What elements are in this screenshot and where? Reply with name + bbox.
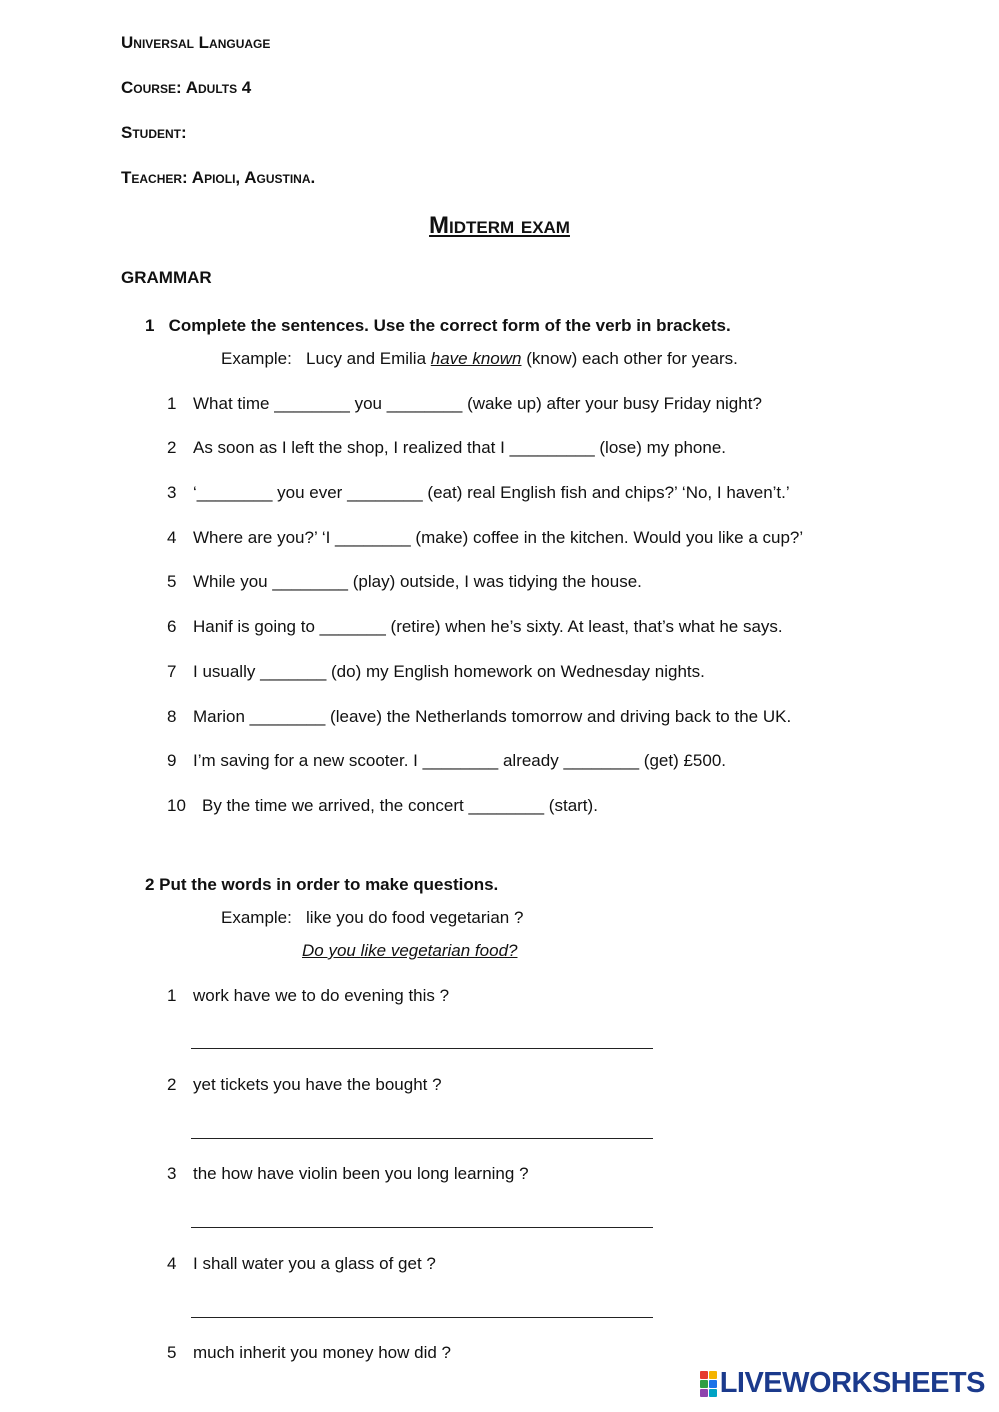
course-label: Course: Adults 4 — [121, 78, 252, 97]
item-number: 3 — [167, 1164, 177, 1183]
item-number: 4 — [167, 1254, 177, 1273]
exercise1-item[interactable] — [167, 707, 791, 727]
exercise2-item — [167, 1254, 436, 1274]
liveworksheets-logo — [700, 1367, 985, 1400]
item-number: 6 — [167, 617, 177, 636]
answer-line[interactable] — [191, 1227, 653, 1228]
example-prefix: Example: Lucy and Emilia — [221, 349, 431, 368]
item-number: 8 — [167, 707, 177, 726]
exercise1-item[interactable] — [167, 662, 705, 682]
exercise1-item[interactable] — [167, 796, 598, 816]
exercise2-item — [167, 986, 449, 1006]
student-label: Student: — [121, 123, 187, 142]
logo-icon-tile — [700, 1380, 708, 1388]
teacher-label: Teacher: Apioli, Agustina. — [121, 168, 316, 187]
item-text: By the time we arrived, the concert ________ (start). — [202, 796, 598, 815]
item-text: ‘________ you ever ________ (eat) real English fish and chips?’ ‘No, I haven’t.’ — [193, 483, 790, 502]
page-title: Midterm exam — [429, 212, 570, 239]
logo-icon-tile — [700, 1371, 708, 1379]
exercise1-item[interactable] — [167, 751, 726, 771]
exercise1-item[interactable] — [167, 617, 783, 637]
logo-icon-tile — [700, 1389, 708, 1397]
item-text: I shall water you a glass of get ? — [193, 1254, 436, 1273]
logo-icon-tile — [709, 1380, 717, 1388]
item-text: Where are you?’ ‘I ________ (make) coffee in the kitchen. Would you like a cup?’ — [193, 528, 804, 547]
answer-line[interactable] — [191, 1138, 653, 1139]
logo-icon — [700, 1371, 717, 1397]
item-text: What time ________ you ________ (wake up) after your busy Friday night? — [193, 394, 762, 413]
item-text: I’m saving for a new scooter. I ________ already ________ (get) £500. — [193, 751, 727, 770]
item-number: 9 — [167, 751, 177, 770]
exercise1-item[interactable] — [167, 528, 803, 548]
exercise2-item — [167, 1343, 451, 1363]
exercise1-instruction: 1 Complete the sentences. Use the correct form of the verb in brackets. — [145, 316, 731, 335]
example-suffix: (know) each other for years. — [521, 349, 738, 368]
item-text: While you ________ (play) outside, I was tidying the house. — [193, 572, 642, 591]
item-text: I usually _______ (do) my English homework on Wednesday nights. — [193, 662, 705, 681]
logo-icon-tile — [709, 1389, 717, 1397]
item-number: 1 — [167, 986, 177, 1005]
item-number: 2 — [167, 1075, 177, 1094]
item-number: 4 — [167, 528, 177, 547]
logo-icon-tile — [709, 1371, 717, 1379]
item-number: 5 — [167, 572, 177, 591]
item-text: As soon as I left the shop, I realized that I _________ (lose) my phone. — [193, 438, 726, 457]
item-number: 2 — [167, 438, 177, 457]
school-name: Universal Language — [121, 33, 271, 52]
example-answer: have known — [430, 349, 522, 368]
item-number: 3 — [167, 483, 177, 502]
exercise1-item[interactable] — [167, 572, 642, 592]
item-number: 5 — [167, 1343, 177, 1362]
item-text: Hanif is going to _______ (retire) when he’s sixty. At least, that’s what he says. — [193, 617, 783, 636]
answer-line[interactable] — [191, 1317, 653, 1318]
exercise2-example-answer: Do you like vegetarian food? — [302, 941, 518, 960]
item-text: Marion ________ (leave) the Netherlands tomorrow and driving back to the UK. — [193, 707, 792, 726]
item-number: 7 — [167, 662, 177, 681]
exercise1-example — [221, 349, 738, 369]
section-heading: GRAMMAR — [121, 268, 212, 287]
item-number: 1 — [167, 394, 177, 413]
exercise1-item[interactable] — [167, 394, 762, 414]
item-text: yet tickets you have the bought ? — [193, 1075, 442, 1094]
item-text: much inherit you money how did ? — [193, 1343, 451, 1362]
exercise1-item[interactable] — [167, 483, 790, 503]
answer-line[interactable] — [191, 1048, 653, 1049]
item-text: the how have violin been you long learning ? — [193, 1164, 529, 1183]
exercise2-item — [167, 1075, 442, 1095]
exercise2-example: Example: like you do food vegetarian ? — [221, 908, 524, 927]
item-text: work have we to do evening this ? — [193, 986, 450, 1005]
exercise1-item[interactable] — [167, 438, 726, 458]
item-number: 10 — [167, 796, 186, 815]
exercise2-instruction: 2 Put the words in order to make questions. — [145, 875, 499, 894]
logo-text: LIVEWORKSHEETS — [719, 1367, 985, 1399]
exercise2-item — [167, 1164, 529, 1184]
